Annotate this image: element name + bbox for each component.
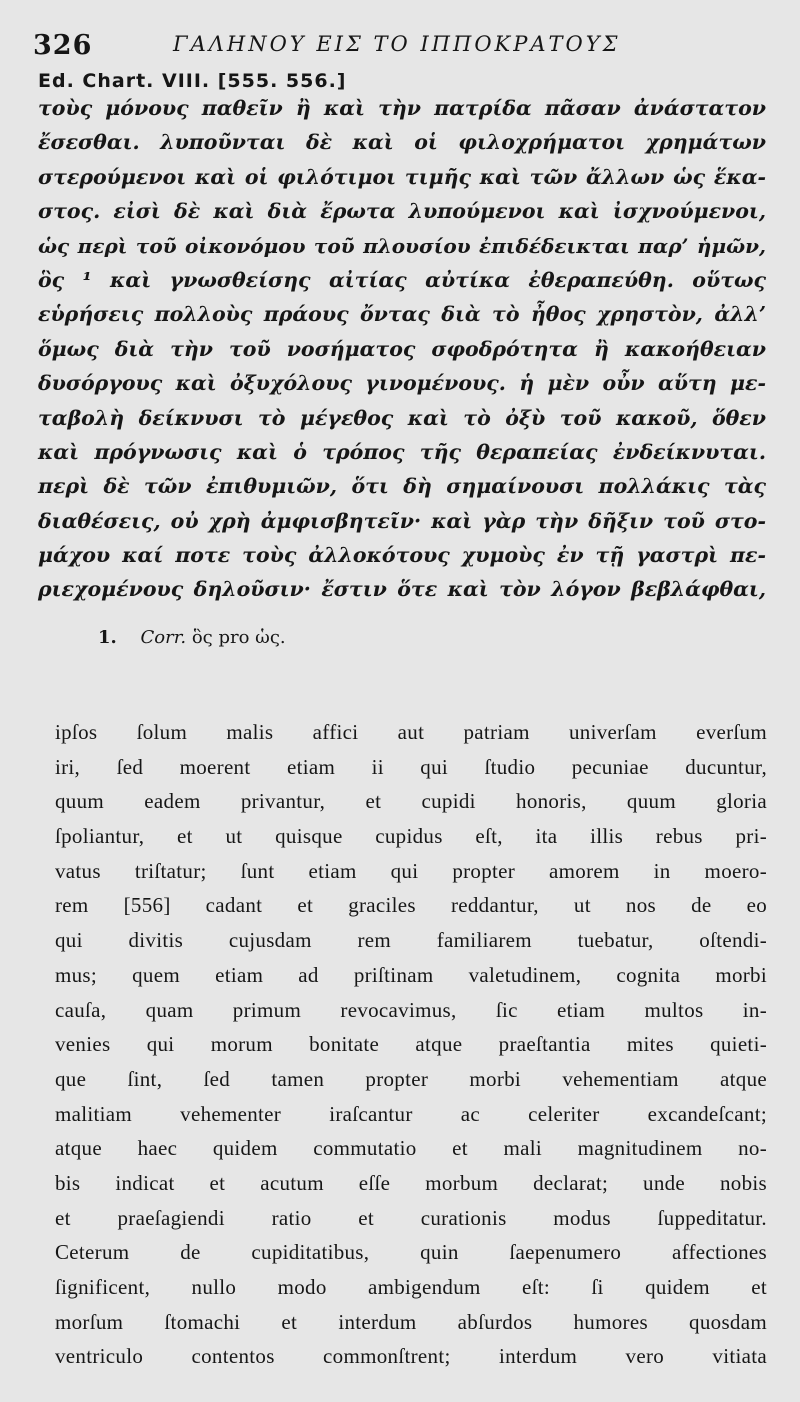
latin-text-line: morſum ſtomachi et interdum abſurdos humores quosdam (55, 1309, 767, 1334)
latin-text-line: ventriculo contentos commonſtrent; interdum vero vitiata (55, 1344, 767, 1369)
greek-text-line: διαθέσεις, οὐ χρὴ ἀμφισβητεῖν· καὶ γὰρ τὴν δῆξιν τοῦ στο- (38, 508, 766, 533)
latin-text-line: Ceterum de cupiditatibus, quin ſaepenumero affectiones (55, 1240, 767, 1265)
latin-text-line: bis indicat et acutum eſſe morbum declarat; unde nobis (55, 1170, 767, 1195)
greek-text-block (38, 91, 766, 607)
latin-text-line: mus; quem etiam ad priſtinam valetudinem, cognita morbi (55, 962, 767, 987)
greek-text-line: τοὺς μόνους παθεῖν ἢ καὶ τὴν πατρίδα πᾶσαν ἀνάστατον (38, 96, 766, 120)
greek-text-line: ριεχομένους δηλοῦσιν· ἔστιν ὅτε καὶ τὸν λόγον βεβλάφθαι, (38, 577, 766, 602)
latin-text-line: rem [556] cadant et graciles reddantur, ut nos de eo (55, 893, 767, 918)
latin-text-line: ipſos ſolum malis affici aut patriam univerſam everſum (55, 720, 767, 744)
greek-text-line: ὅμως διὰ τὴν τοῦ νοσήματος σφοδρότητα ἢ κακοήθειαν (38, 336, 766, 361)
page-header (33, 30, 768, 70)
greek-text-line: ἔσεσθαι. λυποῦνται δὲ καὶ οἱ φιλοχρήματοι χρημάτων (38, 130, 766, 155)
latin-text-line: atque haec quidem commutatio et mali magnitudinem no- (55, 1136, 767, 1161)
greek-text-line: ὃς ¹ καὶ γνωσθείσης αἰτίας αὐτίκα ἐθεραπεύθη. οὕτως (38, 267, 766, 292)
greek-text-line: ταβολὴ δείκνυσι τὸ μέγεθος καὶ τὸ ὀξὺ τοῦ κακοῦ, ὅθεν (38, 405, 766, 430)
latin-text-line: vatus triſtatur; ſunt etiam qui propter amorem in moero- (55, 858, 767, 883)
greek-text-line: στος. εἰσὶ δὲ καὶ διὰ ἔρωτα λυπούμενοι καὶ ἰσχνούμενοι, (38, 199, 766, 224)
latin-text-line: qui divitis cujusdam rem familiarem tuebatur, oſtendi- (55, 928, 767, 953)
footnote-text: ὃς pro ὡς. (191, 627, 286, 648)
footnote (98, 627, 286, 648)
latin-text-line: et praeſagiendi ratio et curationis modus ſuppeditatur. (55, 1205, 767, 1230)
greek-text-line: δυσόργους καὶ ὀξυχόλους γινομένους. ἡ μὲν οὖν αὕτη με- (38, 371, 766, 396)
latin-text-line: iri, ſed moerent etiam ii qui ſtudio pecuniae ducuntur, (55, 754, 767, 779)
greek-text-line: μάχου καί ποτε τοὺς ἀλλοκότους χυμοὺς ἐν τῇ γαστρὶ πε- (38, 543, 766, 568)
latin-text-line: quum eadem privantur, et cupidi honoris, quum gloria (55, 789, 767, 814)
page-number: 326 (33, 30, 93, 61)
latin-text-line: venies qui morum bonitate atque praeſtantia mites quieti- (55, 1032, 767, 1057)
greek-text-line: περὶ δὲ τῶν ἐπιθυμιῶν, ὅτι δὴ σημαίνουσι πολλάκις τὰς (38, 474, 766, 499)
running-title: ΓΑΛΗΝΟΥ ΕΙΣ ΤΟ ΙΠΠΟΚΡΑΤΟΥΣ (173, 32, 621, 56)
footnote-label: Corr. (140, 627, 187, 648)
latin-text-line: malitiam vehementer iraſcantur ac celeriter excandeſcant; (55, 1101, 767, 1126)
edition-reference: Ed. Chart. VIII. [555. 556.] (38, 70, 347, 92)
greek-text-line: στερούμενοι καὶ οἱ φιλότιμοι τιμῆς καὶ τῶν ἄλλων ὡς ἕκα- (38, 164, 766, 189)
footnote-number: 1. (98, 627, 117, 648)
latin-text-line: cauſa, quam primum revocavimus, ſic etiam multos in- (55, 997, 767, 1022)
latin-text-block (55, 715, 767, 1374)
greek-text-line: ὡς περὶ τοῦ οἰκονόμου τοῦ πλουσίου ἐπιδέδεικται παρ’ ἡμῶν, (38, 233, 766, 258)
greek-text-line: καὶ πρόγνωσις καὶ ὁ τρόπος τῆς θεραπείας ἐνδείκνυται. (38, 439, 766, 464)
latin-text-line: ſignificent, nullo modo ambigendum eſt: ſi quidem et (55, 1275, 767, 1299)
greek-text-line: εὑρήσεις πολλοὺς πράους ὄντας διὰ τὸ ἦθος χρηστὸν, ἀλλ’ (38, 302, 766, 327)
latin-text-line: que ſint, ſed tamen propter morbi vehementiam atque (55, 1066, 767, 1091)
latin-text-line: ſpoliantur, et ut quisque cupidus eſt, ita illis rebus pri- (55, 824, 767, 849)
